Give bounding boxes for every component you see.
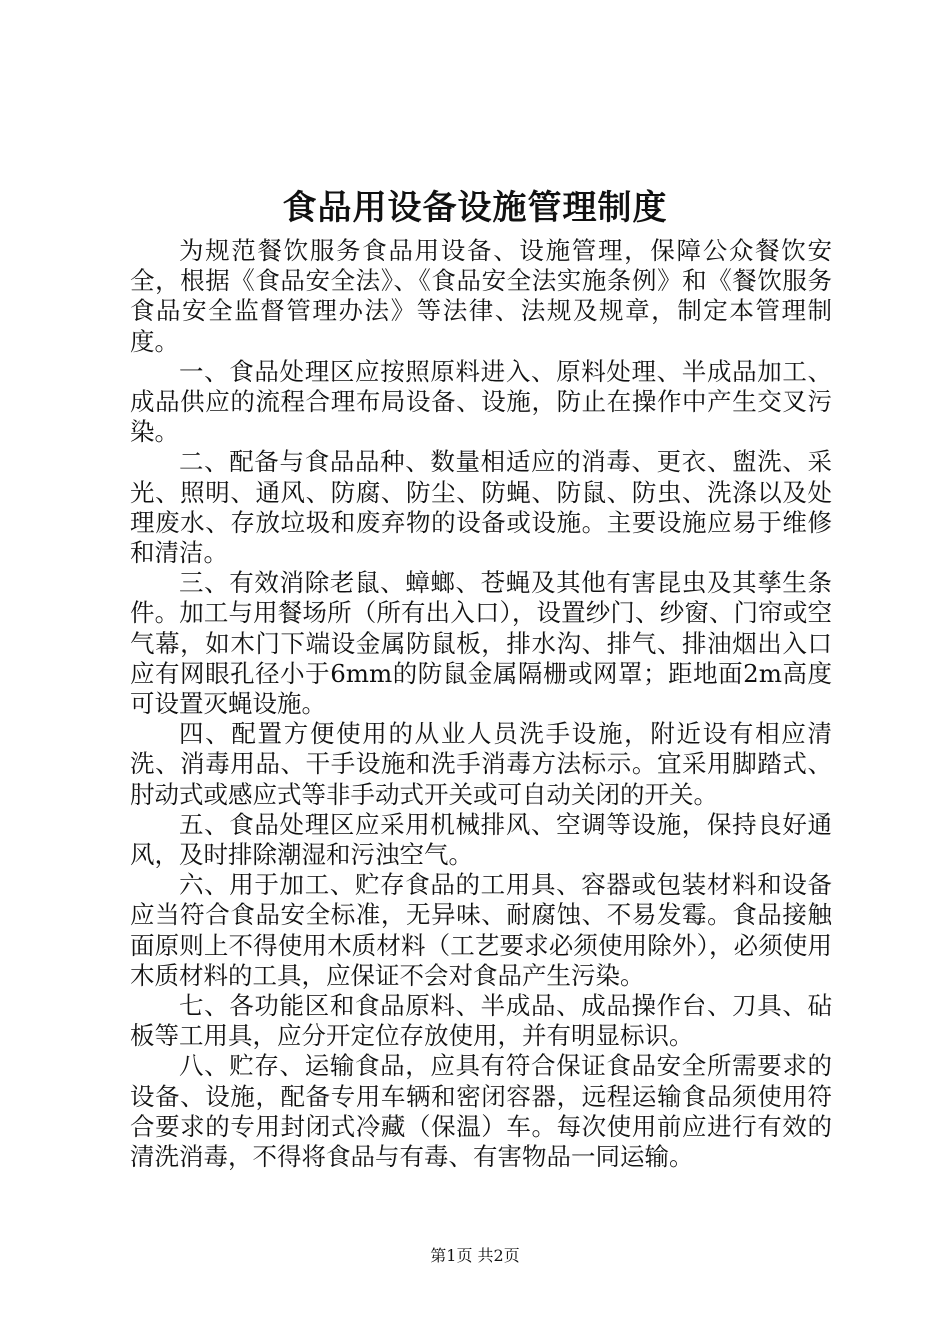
paragraph-4: 四、配置方便使用的从业人员洗手设施，附近设有相应清洗、消毒用品、干手设施和洗手消毒方法标示。宜采用脚踏式、肘动式或感应式等非手动式开关或可自动关闭的开关。 [130, 719, 832, 809]
paragraph-6: 六、用于加工、贮存食品的工用具、容器或包装材料和设备应当符合食品安全标准，无异味、耐腐蚀、不易发霉。食品接触面原则上不得使用木质材料（工艺要求必须使用除外），必须使用木质材料的工具，应保证不会对食品产生污染。 [130, 870, 832, 990]
paragraph-5: 五、食品处理区应采用机械排风、空调等设施，保持良好通风，及时排除潮湿和污浊空气。 [130, 809, 832, 870]
paragraph-7: 七、各功能区和食品原料、半成品、成品操作台、刀具、砧板等工用具，应分开定位存放使用，并有明显标识。 [130, 991, 832, 1051]
paragraph-8: 八、贮存、运输食品，应具有符合保证食品安全所需要求的设备、设施，配备专用车辆和密闭容器，远程运输食品须使用符合要求的专用封闭式冷藏（保温）车。每次使用前应进行有效的清洗消毒，不得将食品与有毒、有害物品一同运输。 [130, 1051, 832, 1172]
paragraph-3: 三、有效消除老鼠、蟑螂、苍蝇及其他有害昆虫及其孳生条件。加工与用餐场所（所有出入口），设置纱门、纱窗、门帘或空气幕，如木门下端设金属防鼠板，排水沟、排气、排油烟出入口应有网眼孔径小于6mm的防鼠金属隔栅或网罩；距地面2m高度可设置灭蝇设施。 [130, 568, 832, 719]
page-footer: 第1页 共2页 [430, 1246, 520, 1265]
document-title: 食品用设备设施管理制度 [282, 188, 668, 228]
paragraph-intro: 为规范餐饮服务食品用设备、设施管理，保障公众餐饮安全，根据《食品安全法》、《食品安全法实施条例》和《餐饮服务食品安全监督管理办法》等法律、法规及规章，制定本管理制度。 [130, 236, 832, 356]
paragraph-2: 二、配备与食品品种、数量相适应的消毒、更衣、盥洗、采光、照明、通风、防腐、防尘、防蝇、防鼠、防虫、洗涤以及处理废水、存放垃圾和废弃物的设备或设施。主要设施应易于维修和清洁。 [130, 447, 832, 568]
paragraph-1: 一、食品处理区应按照原料进入、原料处理、半成品加工、成品供应的流程合理布局设备、设施，防止在操作中产生交叉污染。 [130, 356, 832, 447]
document-body [130, 236, 832, 1172]
